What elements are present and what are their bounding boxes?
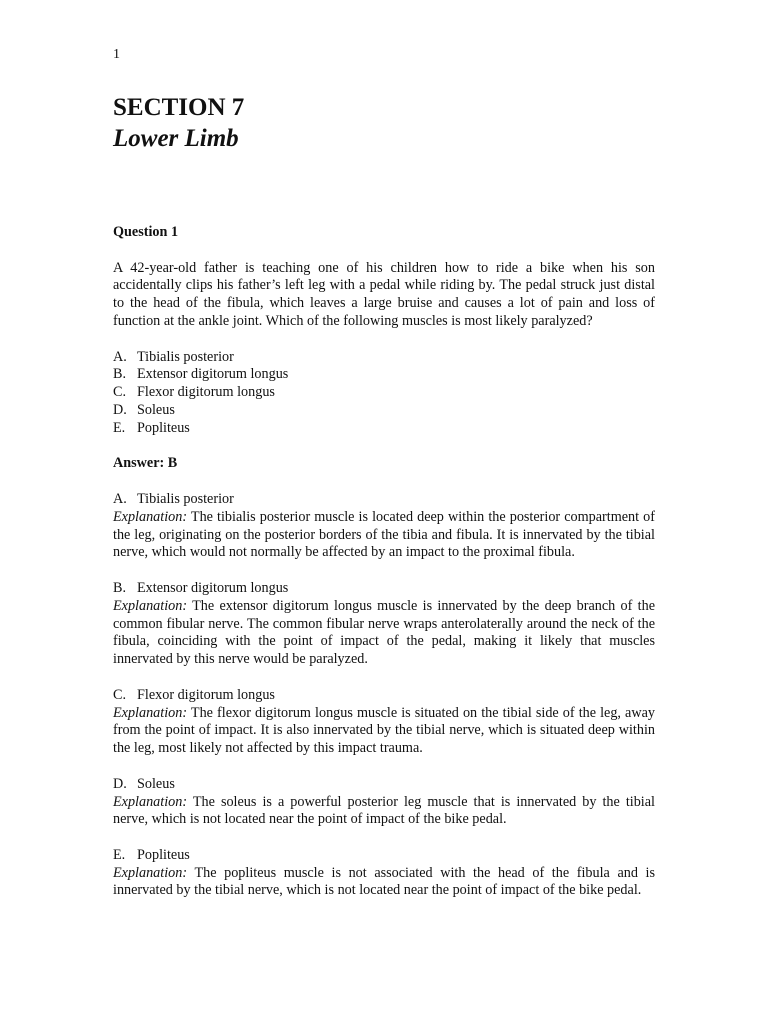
explanation-letter: D. xyxy=(113,775,127,792)
explanation-text xyxy=(113,794,655,830)
explanation-text xyxy=(113,598,655,669)
question-heading: Question 1 xyxy=(113,224,179,240)
explanation-text xyxy=(113,705,655,758)
explanation-letter: E. xyxy=(113,846,126,863)
explanation-text xyxy=(113,509,655,562)
option-text: Flexor digitorum longus xyxy=(137,384,275,401)
option-text: Soleus xyxy=(137,401,175,418)
option-c xyxy=(113,384,655,402)
explanation-label: Explanation: xyxy=(113,704,188,721)
explanation-option-name: Flexor digitorum longus xyxy=(137,686,275,703)
option-b xyxy=(113,366,655,384)
option-text: Extensor digitorum longus xyxy=(137,366,289,383)
option-letter: A. xyxy=(113,348,127,365)
option-e xyxy=(113,420,655,438)
option-text: Tibialis posterior xyxy=(137,348,234,365)
explanation-label: Explanation: xyxy=(113,508,188,525)
section-title: SECTION 7 xyxy=(113,94,245,121)
question-stem: A 42-year-old father is teaching one of his children how to ride a bike when his son accidentally clips his father’s left leg with a pedal while riding by. The pedal struck just distal to the head of the fibula, which leaves a large bruise and causes a lot of pain and loss of function at the ankle joint. Which of the following muscles is most likely paralyzed? xyxy=(113,259,655,329)
option-d xyxy=(113,402,655,420)
explanation-title xyxy=(113,847,655,865)
answer-options xyxy=(113,349,655,438)
explanation-label: Explanation: xyxy=(113,597,188,614)
explanation-d xyxy=(113,776,655,829)
explanation-b xyxy=(113,580,655,669)
explanation-a xyxy=(113,491,655,562)
explanation-title xyxy=(113,687,655,705)
explanation-letter: B. xyxy=(113,579,127,596)
option-text: Popliteus xyxy=(137,419,190,436)
section-subtitle: Lower Limb xyxy=(113,125,239,152)
option-letter: D. xyxy=(113,401,127,418)
explanation-label: Explanation: xyxy=(113,793,188,810)
explanation-title xyxy=(113,491,655,509)
explanation-c xyxy=(113,687,655,758)
option-letter: B. xyxy=(113,366,127,383)
explanation-option-name: Tibialis posterior xyxy=(137,490,234,507)
option-letter: E. xyxy=(113,419,126,436)
explanation-body: The extensor digitorum longus muscle is innervated by the deep branch of the common fibular nerve. The common fibular nerve wraps anterolaterally around the neck of the fibula, coinciding with the point of impact of the pedal, making it likely that muscles innervated by this nerve would be paralyzed. xyxy=(113,597,655,668)
page-number: 1 xyxy=(113,47,120,62)
explanation-title xyxy=(113,580,655,598)
answer-key: Answer: B xyxy=(113,455,178,472)
explanation-option-name: Popliteus xyxy=(137,846,190,863)
explanation-body: The flexor digitorum longus muscle is situated on the tibial side of the leg, away from the point of impact. It is also innervated by the tibial nerve, which is situated deep within the leg, most likely not affected by this impact trauma. xyxy=(113,704,655,757)
explanation-letter: C. xyxy=(113,686,127,703)
explanation-label: Explanation: xyxy=(113,864,188,881)
explanation-title xyxy=(113,776,655,794)
explanation-letter: A. xyxy=(113,490,127,507)
explanation-text xyxy=(113,865,655,901)
option-a xyxy=(113,349,655,367)
option-letter: C. xyxy=(113,384,127,401)
explanation-option-name: Soleus xyxy=(137,775,175,792)
explanation-body: The soleus is a powerful posterior leg muscle that is innervated by the tibial nerve, which is not located near the point of impact of the bike pedal. xyxy=(113,793,655,828)
explanation-option-name: Extensor digitorum longus xyxy=(137,579,289,596)
explanation-body: The popliteus muscle is not associated with the head of the fibula and is innervated by the tibial nerve, which is not located near the point of impact of the bike pedal. xyxy=(113,864,656,899)
explanation-body: The tibialis posterior muscle is located deep within the posterior compartment of the leg, originating on the posterior borders of the tibia and fibula. It is innervated by the tibial nerve, which would not normally be affected by an impact to the proximal fibula. xyxy=(113,508,655,561)
question-body xyxy=(113,224,655,918)
explanation-e xyxy=(113,847,655,900)
